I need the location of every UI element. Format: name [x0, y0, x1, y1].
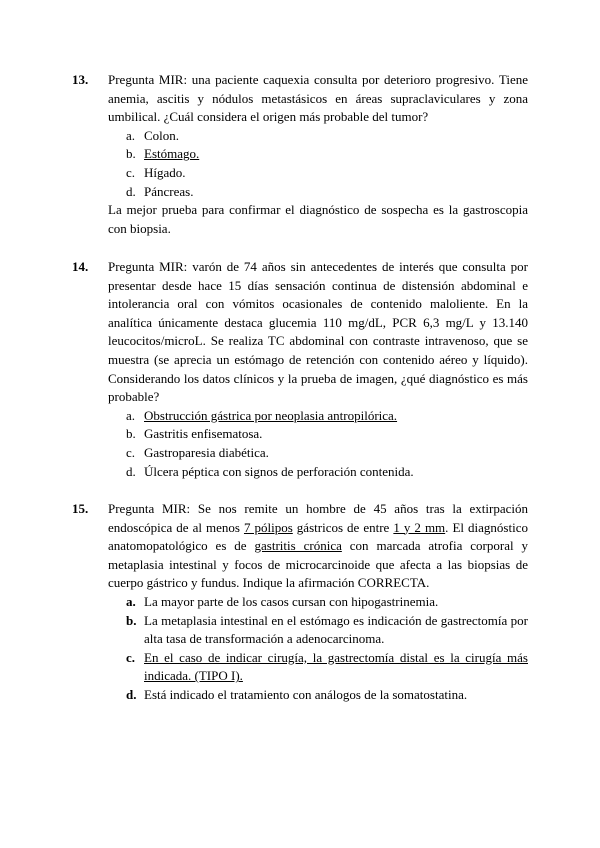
stem-underlined: 7 pólipos: [243, 519, 293, 535]
option-letter: a.: [126, 407, 136, 423]
option-letter: a.: [126, 127, 136, 143]
option-d: [108, 463, 528, 482]
question-number: 13.: [72, 72, 89, 87]
option-text: La mayor parte de los casos cursan con hipogastrinemia.: [144, 593, 439, 609]
option-letter: d.: [126, 686, 137, 702]
option-b: [108, 612, 528, 649]
option-text-correct: Estómago.: [144, 146, 200, 162]
question-number: 14.: [72, 259, 89, 274]
question-14: [72, 258, 528, 481]
explanation-note: La mejor prueba para confirmar el diagnóstico de sospecha es la gastroscopia con biopsia.: [108, 202, 528, 236]
option-d: [108, 686, 528, 705]
stem-underlined: gastritis crónica: [254, 538, 342, 554]
option-c: [108, 164, 528, 183]
options-list: [108, 593, 528, 705]
stem-text: . El diagnóstico anatomopatológico es de: [108, 519, 528, 554]
option-d: [108, 183, 528, 202]
option-text: Colon.: [144, 127, 180, 143]
stem-text: gástricos de entre: [292, 519, 394, 535]
option-text: Úlcera péptica con signos de perforación contenida.: [144, 463, 414, 479]
option-text: La metaplasia intestinal en el estómago es indicación de gastrectomía por alta tasa de transformación a adenocarcinoma.: [144, 612, 528, 647]
question-15: [72, 500, 528, 705]
option-a: [108, 407, 528, 426]
stem-text: Pregunta MIR: Se nos remite un hombre de 45 años tras la extirpación endoscópica de al menos: [108, 501, 528, 535]
option-letter: c.: [126, 444, 136, 460]
option-letter: c.: [126, 649, 136, 665]
option-b: [108, 145, 528, 164]
option-text: Páncreas.: [144, 183, 194, 199]
question-number: 15.: [72, 501, 89, 516]
option-letter: b.: [126, 426, 136, 442]
option-letter: a.: [126, 593, 136, 609]
option-letter: b.: [126, 146, 136, 162]
option-a: [108, 127, 528, 146]
option-text: Hígado.: [144, 164, 186, 180]
option-a: [108, 593, 528, 612]
options-list: [108, 407, 528, 481]
question-13: [72, 71, 528, 238]
stem-text: con marcada atrofia corporal y metaplasia intestinal y focos de microcarcinoide que afecta a las biopsias de cuerpo gástrico y fundus. Indique la afirmación CORRECTA.: [108, 538, 528, 591]
options-list: [108, 127, 528, 201]
option-letter: d.: [126, 463, 136, 479]
question-stem: Pregunta MIR: una paciente caquexia consulta por deterioro progresivo. Tiene anemia, ascitis y nódulos metastásicos en áreas supraclaviculares y zona umbilical. ¿Cuál considera el origen más probable del tumor?: [108, 72, 528, 125]
question-stem: [108, 500, 528, 593]
option-text: Está indicado el tratamiento con análogos de la somatostatina.: [144, 686, 468, 702]
option-b: [108, 425, 528, 444]
option-text-correct: Obstrucción gástrica por neoplasia antropilórica.: [144, 407, 398, 423]
question-stem: Pregunta MIR: varón de 74 años sin antecedentes de interés que consulta por presentar desde hace 15 días sensación continua de distensión abdominal e intolerancia oral con vómitos ocasionales de contenido maloliente. En la analítica únicamente destaca glucemia 110 mg/dL, PCR 6,3 mg/L y 13.140 leucocitos/microL. Se realiza TC abdominal con contraste intravenoso, que se muestra (se aprecia un estómago de retención con contenido aéreo y líquido). Considerando los datos clínicos y la prueba de imagen, ¿qué diagnóstico es más probable?: [108, 259, 528, 405]
option-c: [108, 649, 528, 686]
option-text: Gastroparesia diabética.: [144, 444, 269, 460]
option-text: Gastritis enfisematosa.: [144, 426, 263, 442]
stem-underlined: 1 y 2 mm: [393, 519, 446, 535]
option-text-correct: En el caso de indicar cirugía, la gastrectomía distal es la cirugía más indicada. (TIPO I).: [144, 649, 528, 684]
option-c: [108, 444, 528, 463]
option-letter: c.: [126, 164, 136, 180]
option-letter: d.: [126, 183, 136, 199]
option-letter: b.: [126, 612, 137, 628]
